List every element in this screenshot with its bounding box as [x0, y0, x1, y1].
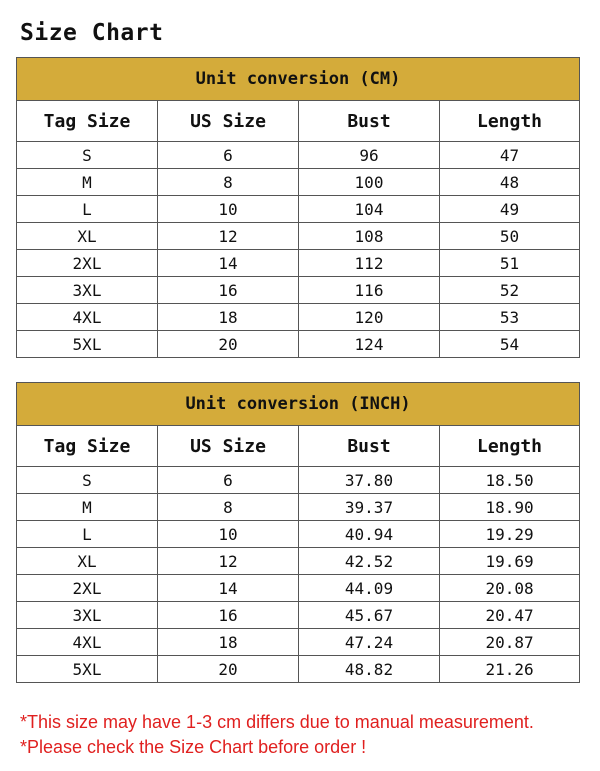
size-table-cm	[16, 57, 580, 358]
table-row	[17, 548, 580, 575]
bust-cell: 120	[299, 304, 440, 331]
tag-size-cell: 4XL	[17, 304, 158, 331]
column-header-tag-size: Tag Size	[17, 101, 158, 142]
length-cell: 47	[440, 142, 580, 169]
column-header-length: Length	[440, 101, 580, 142]
table-caption-row	[17, 383, 580, 426]
tag-size-cell: 2XL	[17, 250, 158, 277]
length-cell: 21.26	[440, 656, 580, 683]
table-row	[17, 169, 580, 196]
tag-size-cell: M	[17, 169, 158, 196]
column-header-us-size: US Size	[158, 101, 299, 142]
table-row	[17, 250, 580, 277]
tag-size-cell: XL	[17, 548, 158, 575]
table-row	[17, 494, 580, 521]
length-cell: 20.08	[440, 575, 580, 602]
tag-size-cell: 4XL	[17, 629, 158, 656]
bust-cell: 108	[299, 223, 440, 250]
bust-cell: 42.52	[299, 548, 440, 575]
us-size-cell: 18	[158, 629, 299, 656]
length-cell: 48	[440, 169, 580, 196]
us-size-cell: 8	[158, 169, 299, 196]
column-header-length: Length	[440, 426, 580, 467]
tag-size-cell: 3XL	[17, 602, 158, 629]
table-row	[17, 331, 580, 358]
table-row	[17, 602, 580, 629]
tag-size-cell: L	[17, 196, 158, 223]
length-cell: 20.87	[440, 629, 580, 656]
tag-size-cell: L	[17, 521, 158, 548]
tag-size-cell: 2XL	[17, 575, 158, 602]
us-size-cell: 12	[158, 548, 299, 575]
bust-cell: 96	[299, 142, 440, 169]
table-caption: Unit conversion (CM)	[17, 58, 580, 101]
check-chart-note: *Please check the Size Chart before order !	[20, 737, 367, 757]
table-row	[17, 277, 580, 304]
bust-cell: 47.24	[299, 629, 440, 656]
length-cell: 52	[440, 277, 580, 304]
bust-cell: 40.94	[299, 521, 440, 548]
bust-cell: 48.82	[299, 656, 440, 683]
table-row	[17, 575, 580, 602]
page-title: Size Chart	[20, 20, 164, 46]
us-size-cell: 16	[158, 277, 299, 304]
length-cell: 53	[440, 304, 580, 331]
length-cell: 19.69	[440, 548, 580, 575]
table-row	[17, 521, 580, 548]
bust-cell: 100	[299, 169, 440, 196]
table-header-row	[17, 101, 580, 142]
bust-cell: 37.80	[299, 467, 440, 494]
length-cell: 18.90	[440, 494, 580, 521]
us-size-cell: 8	[158, 494, 299, 521]
table-row	[17, 467, 580, 494]
tag-size-cell: 5XL	[17, 656, 158, 683]
table-caption: Unit conversion (INCH)	[17, 383, 580, 426]
table-row	[17, 223, 580, 250]
tag-size-cell: 3XL	[17, 277, 158, 304]
length-cell: 19.29	[440, 521, 580, 548]
us-size-cell: 16	[158, 602, 299, 629]
bust-cell: 45.67	[299, 602, 440, 629]
table-header-row	[17, 426, 580, 467]
us-size-cell: 14	[158, 250, 299, 277]
table-row	[17, 629, 580, 656]
tag-size-cell: 5XL	[17, 331, 158, 358]
us-size-cell: 6	[158, 467, 299, 494]
tag-size-cell: M	[17, 494, 158, 521]
bust-cell: 124	[299, 331, 440, 358]
length-cell: 54	[440, 331, 580, 358]
column-header-tag-size: Tag Size	[17, 426, 158, 467]
table-body	[17, 467, 580, 683]
length-cell: 50	[440, 223, 580, 250]
length-cell: 20.47	[440, 602, 580, 629]
table-body	[17, 142, 580, 358]
us-size-cell: 14	[158, 575, 299, 602]
us-size-cell: 6	[158, 142, 299, 169]
table-row	[17, 304, 580, 331]
tag-size-cell: S	[17, 142, 158, 169]
column-header-us-size: US Size	[158, 426, 299, 467]
column-header-bust: Bust	[299, 101, 440, 142]
bust-cell: 44.09	[299, 575, 440, 602]
size-table-inch	[16, 382, 580, 683]
bust-cell: 112	[299, 250, 440, 277]
table-row	[17, 656, 580, 683]
tag-size-cell: XL	[17, 223, 158, 250]
measurement-note: *This size may have 1-3 cm differs due to manual measurement.	[20, 712, 534, 732]
us-size-cell: 18	[158, 304, 299, 331]
length-cell: 18.50	[440, 467, 580, 494]
us-size-cell: 20	[158, 656, 299, 683]
bust-cell: 39.37	[299, 494, 440, 521]
length-cell: 51	[440, 250, 580, 277]
us-size-cell: 10	[158, 196, 299, 223]
tag-size-cell: S	[17, 467, 158, 494]
us-size-cell: 20	[158, 331, 299, 358]
table-row	[17, 142, 580, 169]
table-caption-row	[17, 58, 580, 101]
length-cell: 49	[440, 196, 580, 223]
us-size-cell: 12	[158, 223, 299, 250]
column-header-bust: Bust	[299, 426, 440, 467]
bust-cell: 116	[299, 277, 440, 304]
us-size-cell: 10	[158, 521, 299, 548]
bust-cell: 104	[299, 196, 440, 223]
table-row	[17, 196, 580, 223]
